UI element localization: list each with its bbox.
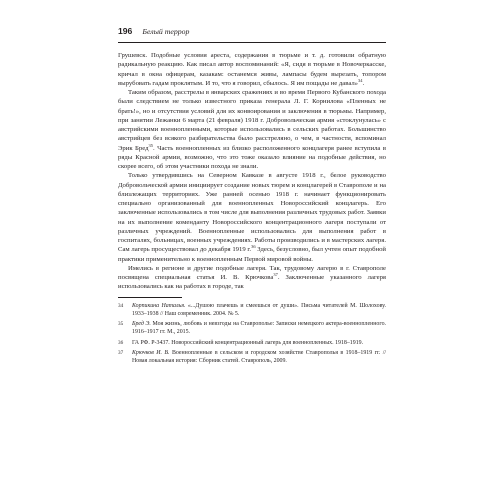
footnote xyxy=(118,320,386,336)
footnote-reference: 37 xyxy=(273,271,278,277)
footnote-citation: Моя жизнь, любовь и невзгоды на Ставрополье: Записки немецкого актера-военнопленного. 1916–1917 гг. М., 2015. xyxy=(132,321,387,335)
paragraph xyxy=(118,51,386,88)
footnote-author: Бред Э. xyxy=(132,321,151,327)
footnote-number: 34 xyxy=(118,302,124,309)
paragraph-text: Здесь, безусловно, был учтен опыт подобной практики применительно к военнопленным Первой мировой войны. xyxy=(118,246,387,263)
footnote-citation: Военнопленные в сельском и городском хозяйстве Ставрополья в 1918–1919 гг. // Новая локальная история: Сборник статей. Ставрополь, 2009. xyxy=(132,350,386,364)
footnote-divider xyxy=(118,297,182,298)
footnote-number: 36 xyxy=(118,339,124,346)
paragraph-text: . Заключенные указанного лагеря использовались как на работах в городе, так xyxy=(118,274,386,291)
paragraph xyxy=(118,88,386,171)
footnote-number: 35 xyxy=(118,321,124,327)
footnote-text xyxy=(132,349,386,365)
footnote-author: Крючков И. В. xyxy=(132,350,170,356)
footnote xyxy=(118,302,386,318)
footnote xyxy=(118,349,386,365)
paragraph xyxy=(118,264,386,292)
footnote-citation: ГА РФ. Р-3437. Новороссийский концентрационный лагерь для военнопленных. 1918–1919. xyxy=(132,339,364,346)
body-text xyxy=(118,51,386,292)
footnote-text xyxy=(132,339,386,347)
paragraph-text: Только утвердившись на Северном Кавказе в августе 1918 г., белое руководство Добровольческой армии инициирует создание новых тюрем и концлагерей в Ставрополе и на близлежащих территориях. Уже ранней осенью 1918 г. начинает функционировать специально организованный для военнопленных Новороссийский концлагерь. Его заключенные использовались в том числе для выполнения различных трудовых работ. Заявки на их выполнение коменданту Новороссийского концентрационного лагеря поступали от различных учреждений. Военнопленные использовались для выполнения работ в госпиталях, больницах, военных учреждениях. Работы производились и в мастерских лагеря. Сам лагерь просуществовал до декабря 1919 г. xyxy=(118,172,386,254)
running-head xyxy=(118,26,386,43)
footnotes xyxy=(118,302,386,366)
paragraph-text: Таким образом, расстрелы в январских сражениях и во время Первого Кубанского похода были следствием не только известного приказа генерала Л. Г. Корнилова «Пленных не брать!», но и отсутствия условий для их конвоирования и заключения в тюрьмы. Например, при занятии Лежанки 6 марта (21 февраля) 1918 г. Добровольческая армия «стоклунулась» с австрийскими военнопленными, которые использовались в сельских работах. Большинство австрийцев без всякого разбирательства было расстреляно, о чем, в частности, вспоминал Эрик Бред xyxy=(118,89,386,152)
page-number: 196 xyxy=(118,26,133,36)
footnote-reference: 35 xyxy=(148,142,153,148)
footnote-text xyxy=(132,302,386,318)
section-title: Белый террор xyxy=(142,27,190,36)
book-page xyxy=(118,26,386,368)
paragraph-text: . xyxy=(362,79,365,87)
footnote xyxy=(118,339,386,347)
paragraph-text: Имелись в регионе и другие подобные лагеря. Так, трудовому лагерю в г. Ставрополе посвящена специальная статья И. В. Крючкова xyxy=(118,264,386,281)
footnote-citation: «...Душою плачешь и смеешься от души». Письма читателей М. Шолохову. 1933–1938 // Наш современник. 2004. № 5. xyxy=(132,302,386,317)
paragraph-text: Грушевск. Подобные условия ареста, содержания в тюрьме и т. д. готовили обратную радикальную реакцию. Как писал автор воспоминаний: «Я, сидя в тюрьме в Новочеркасске, кричал в окна офицерам, казакам: останемся живы, лампасы будем вырезать, топором вырубовать гадам проклятым. И то, что я говорил, сбылось. Я им пощады не давал» xyxy=(118,52,386,87)
footnote-author: Корпикина Наталья. xyxy=(132,302,186,309)
footnote-reference: 34 xyxy=(358,77,363,83)
paragraph-text: . Часть военнопленных из близко расположенного концлагеря ранее вступила в ряды Красной армии, возможно, что это тоже оказало влияние на подобные действия, но скорее всего, об этом участники похода не знали. xyxy=(118,144,386,170)
footnote-reference: 36 xyxy=(251,244,256,250)
footnote-number: 37 xyxy=(118,350,124,356)
paragraph xyxy=(118,171,386,264)
footnote-text xyxy=(132,320,386,336)
